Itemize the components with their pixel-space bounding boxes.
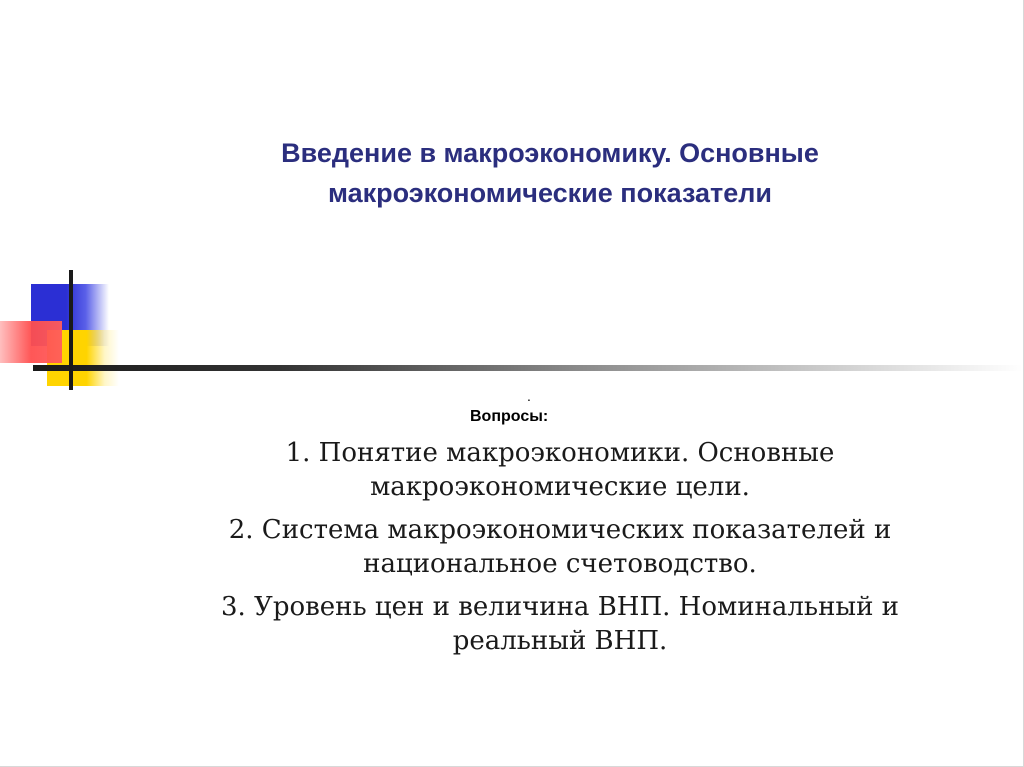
question-number: 1. — [285, 438, 311, 468]
dot-mark: . — [527, 388, 531, 404]
question-item-2 — [150, 513, 970, 581]
question-continuation: реальный ВНП. — [452, 626, 668, 656]
question-item-1 — [150, 436, 970, 504]
question-line — [150, 436, 970, 470]
questions-list — [150, 436, 970, 667]
question-text: Система макроэкономических показателей и — [253, 515, 892, 545]
horizontal-rule-decoration — [33, 365, 1023, 371]
question-number: 2. — [228, 515, 254, 545]
question-continuation: национальное счетоводство. — [363, 549, 757, 579]
title-line-2: макроэкономические показатели — [327, 178, 773, 208]
red-bar-decoration — [0, 321, 62, 363]
vertical-rule-decoration — [69, 270, 73, 390]
slide-title — [170, 133, 930, 213]
question-number: 3. — [220, 592, 246, 622]
blue-square-decoration — [31, 284, 109, 346]
question-text: Уровень цен и величина ВНП. Номинальный и — [245, 592, 900, 622]
question-text: Понятие макроэкономики. Основные — [310, 438, 835, 468]
question-continuation: макроэкономические цели. — [370, 472, 750, 502]
questions-label: Вопросы: — [470, 408, 549, 425]
title-line-1: Введение в макроэкономику. Основные — [281, 138, 819, 168]
question-line — [150, 590, 970, 624]
question-line — [150, 513, 970, 547]
question-item-3 — [150, 590, 970, 658]
yellow-square-decoration — [47, 330, 119, 386]
